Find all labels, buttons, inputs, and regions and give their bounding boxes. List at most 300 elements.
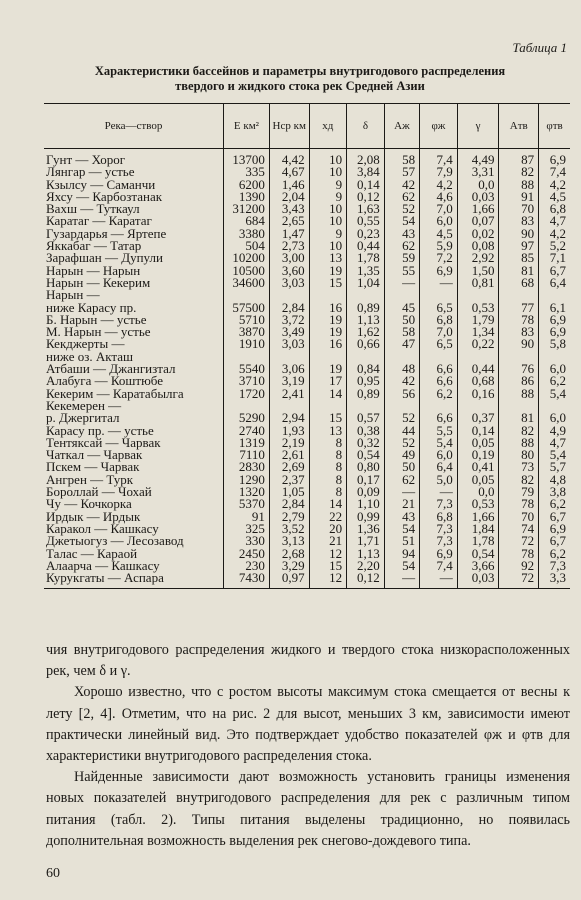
value-cell: 54	[384, 560, 419, 572]
value-cell: 14	[309, 498, 347, 510]
river-cell: Чу — Кочкорка	[46, 496, 132, 512]
river-cell: Алаарча — Кашкасу	[46, 557, 160, 573]
header-cell: φж	[420, 104, 458, 149]
value-cell: 43	[384, 228, 419, 240]
value-cell: 52	[384, 412, 419, 424]
value-cell: 88	[499, 388, 539, 400]
header-cell: Aж	[384, 104, 419, 149]
value-cell: 48	[384, 363, 419, 375]
value-cell: 6,9	[420, 265, 458, 277]
value-cell: 504	[224, 240, 270, 252]
value-cell: 0,0	[457, 179, 499, 191]
value-cell: 6,5	[420, 338, 458, 350]
value-cell: 0,07	[457, 215, 499, 227]
value-cell: 0,16	[457, 388, 499, 400]
page-number: 60	[46, 866, 60, 881]
value-cell: 6,4	[539, 277, 570, 289]
value-cell: 15	[309, 277, 347, 289]
value-cell: 2,84	[269, 302, 309, 314]
value-cell: 1,63	[347, 203, 385, 215]
river-cell: Каракол — Кашкасу	[46, 520, 159, 536]
value-cell: 78	[499, 498, 539, 510]
value-cell: 1,66	[457, 203, 499, 215]
value-cell: 7,2	[420, 252, 458, 264]
value-cell: 6,2	[420, 388, 458, 400]
value-cell: 5,4	[539, 388, 570, 400]
value-cell: 8	[309, 474, 347, 486]
value-cell: 3,29	[269, 560, 309, 572]
value-cell: 1,47	[269, 228, 309, 240]
value-cell: 58	[384, 149, 419, 167]
value-cell: 0,05	[457, 474, 499, 486]
value-cell: 3,66	[457, 560, 499, 572]
value-cell: 83	[499, 215, 539, 227]
value-cell: 0,19	[457, 449, 499, 461]
value-cell: 0,09	[347, 486, 385, 498]
value-cell: 6,0	[539, 363, 570, 375]
value-cell: 4,2	[539, 228, 570, 240]
value-cell: 42	[384, 179, 419, 191]
value-cell: 2,37	[269, 474, 309, 486]
value-cell: 62	[384, 191, 419, 203]
value-cell: 0,55	[347, 215, 385, 227]
value-cell: 70	[499, 203, 539, 215]
river-cell: Яккабаг — Татар	[46, 238, 142, 254]
value-cell: 7110	[224, 449, 270, 461]
paragraph-2: Хорошо известно, что с ростом высоты максимум стока смещается от весны к лету [2, 4]. Отметим, что на рис. 2 для высот, меньших 3 км, зависимости имеют практически линейный вид. Это подтверждает удобство показателей φж и φтв для характеристики внутригодового распределения стока.	[46, 684, 570, 765]
value-cell: 3,13	[269, 535, 309, 547]
value-cell: 0,23	[347, 228, 385, 240]
value-cell: 19	[309, 363, 347, 375]
value-cell: 0,44	[347, 240, 385, 252]
value-cell: 9	[309, 228, 347, 240]
value-cell: —	[384, 277, 419, 289]
value-cell: 5,4	[539, 449, 570, 461]
value-cell: 10	[309, 203, 347, 215]
value-cell: 74	[499, 523, 539, 535]
river-cell: Чаткал — Чарвак	[46, 447, 143, 463]
value-cell: 4,42	[269, 149, 309, 167]
river-cell: Лянгар — устье	[46, 164, 135, 180]
value-cell: 2,92	[457, 252, 499, 264]
value-cell: 2,08	[347, 149, 385, 167]
value-cell: 5,5	[420, 425, 458, 437]
value-cell: 90	[499, 228, 539, 240]
value-cell: 1,78	[457, 535, 499, 547]
value-cell: 16	[309, 302, 347, 314]
river-cell: р. Джергитал	[46, 410, 120, 426]
river-cell: Бороллай — Чохай	[46, 484, 152, 500]
value-cell: 8	[309, 461, 347, 473]
value-cell: 55	[384, 265, 419, 277]
value-cell: 1,50	[457, 265, 499, 277]
value-cell: 6,9	[539, 314, 570, 326]
value-cell: 81	[499, 265, 539, 277]
river-cell: Курукгаты — Аспара	[44, 572, 224, 589]
value-cell: 0,12	[347, 572, 385, 589]
value-cell: 1390	[224, 191, 270, 203]
value-cell: 19	[309, 314, 347, 326]
value-cell: 4,49	[457, 149, 499, 167]
river-cell: Каратаг — Каратаг	[46, 213, 152, 229]
river-cell: Джетыогуз — Лесозавод	[46, 533, 184, 549]
value-cell: 2,04	[269, 191, 309, 203]
value-cell: 90	[499, 338, 539, 350]
value-cell: 0,54	[457, 548, 499, 560]
river-cell: Зарафшан — Дупули	[46, 250, 163, 266]
value-cell: 5,0	[420, 474, 458, 486]
value-cell: —	[384, 572, 419, 589]
value-cell: 4,5	[539, 191, 570, 203]
value-cell: 6,2	[539, 498, 570, 510]
value-cell: 2,41	[269, 388, 309, 400]
value-cell: 31200	[224, 203, 270, 215]
value-cell: 6,8	[539, 203, 570, 215]
value-cell: 5,2	[539, 240, 570, 252]
value-cell: 230	[224, 560, 270, 572]
header-cell: Aтв	[499, 104, 539, 149]
value-cell: 59	[384, 252, 419, 264]
value-cell: 6,7	[539, 265, 570, 277]
value-cell: 3710	[224, 375, 270, 387]
value-cell: 3,31	[457, 166, 499, 178]
value-cell: 1,78	[347, 252, 385, 264]
river-cell: Вахш — Туткаул	[46, 201, 140, 217]
value-cell: 34600	[224, 277, 270, 289]
value-cell: 1,79	[457, 314, 499, 326]
value-cell: 7,3	[420, 535, 458, 547]
value-cell: 6200	[224, 179, 270, 191]
value-cell: 2,65	[269, 215, 309, 227]
river-cell: Кзылсу — Саманчи	[46, 176, 156, 192]
value-cell: 5290	[224, 412, 270, 424]
value-cell: 1,13	[347, 314, 385, 326]
value-cell: 7,4	[539, 166, 570, 178]
value-cell: 0,53	[457, 302, 499, 314]
value-cell: 8	[309, 449, 347, 461]
table-body	[44, 149, 570, 589]
river-cell: Кекерим — Каратабылга	[46, 385, 184, 401]
value-cell: 78	[499, 314, 539, 326]
value-cell: 10	[309, 215, 347, 227]
river-cell: ниже оз. Акташ	[46, 348, 134, 364]
value-cell: 4,7	[539, 215, 570, 227]
value-cell: 6,6	[420, 363, 458, 375]
body-text	[46, 640, 570, 852]
river-cell: Алабуга — Коштюбе	[46, 373, 164, 389]
value-cell: 62	[384, 240, 419, 252]
value-cell: 0,0	[457, 486, 499, 498]
value-cell: 6,6	[420, 375, 458, 387]
value-cell: 5,4	[420, 437, 458, 449]
header-cell: E км²	[224, 104, 270, 149]
value-cell: 0,17	[347, 474, 385, 486]
river-cell: Б. Нарын — устье	[46, 311, 147, 327]
caption-line-1: Характеристики бассейнов и параметры внутригодового распределения	[94, 64, 506, 78]
value-cell: 3,03	[269, 277, 309, 289]
value-cell: 7,3	[539, 560, 570, 572]
value-cell: 1910	[224, 338, 270, 350]
value-cell: 20	[309, 523, 347, 535]
value-cell: 4,7	[539, 437, 570, 449]
value-cell: 325	[224, 523, 270, 535]
value-cell: 16	[309, 338, 347, 350]
paragraph-1: чия внутригодового распределения жидкого и твердого стока низкорасположенных рек, чем δ и γ.	[46, 642, 570, 680]
data-table	[44, 103, 570, 589]
value-cell: 0,41	[457, 461, 499, 473]
river-cell: Пскем — Чарвак	[46, 459, 140, 475]
value-cell: 6,2	[539, 375, 570, 387]
value-cell: 1,34	[457, 326, 499, 338]
value-cell: 0,03	[457, 191, 499, 203]
value-cell: 13700	[224, 149, 270, 167]
value-cell: 1,10	[347, 498, 385, 510]
value-cell: 0,84	[347, 363, 385, 375]
value-cell: 6,8	[420, 314, 458, 326]
river-cell: ниже Карасу пр.	[46, 299, 137, 315]
value-cell: 54	[384, 215, 419, 227]
value-cell: 78	[499, 548, 539, 560]
value-cell: 15	[309, 560, 347, 572]
value-cell: 0,80	[347, 461, 385, 473]
river-cell: Нарын —	[46, 287, 100, 303]
value-cell: 330	[224, 535, 270, 547]
value-cell: 77	[499, 302, 539, 314]
value-cell: 88	[499, 437, 539, 449]
value-cell: —	[420, 486, 458, 498]
value-cell: 1,05	[269, 486, 309, 498]
value-cell: 6,0	[420, 449, 458, 461]
value-cell: 0,32	[347, 437, 385, 449]
value-cell: 6,5	[420, 302, 458, 314]
value-cell: 0,22	[457, 338, 499, 350]
value-cell: 3,49	[269, 326, 309, 338]
value-cell: 0,05	[457, 437, 499, 449]
value-cell: 57500	[224, 302, 270, 314]
value-cell: 50	[384, 461, 419, 473]
value-cell: 58	[384, 326, 419, 338]
value-cell: 3870	[224, 326, 270, 338]
value-cell: 10	[309, 166, 347, 178]
value-cell: 6,8	[420, 511, 458, 523]
value-cell: 15	[309, 412, 347, 424]
value-cell: 13	[309, 425, 347, 437]
value-cell: 10	[309, 240, 347, 252]
river-cell: Гунт — Хорог	[46, 152, 126, 167]
value-cell: 4,67	[269, 166, 309, 178]
header-cell: γ	[457, 104, 499, 149]
value-cell: 1,04	[347, 277, 385, 289]
value-cell: 3,3	[539, 572, 570, 589]
value-cell: 0,38	[347, 425, 385, 437]
river-cell: М. Нарын — устье	[46, 324, 151, 340]
value-cell: 0,53	[457, 498, 499, 510]
value-cell: 7,1	[539, 252, 570, 264]
value-cell: 6,0	[420, 215, 458, 227]
value-cell: 5,7	[539, 461, 570, 473]
paragraph-3: Найденные зависимости дают возможность установить границы изменения новых показателей внутригодового распределения для рек с различным типом питания (табл. 2). Типы питания выделены традиционно, но появилась дополнительная возможность выделения рек снегово-дождевого типа.	[46, 769, 570, 849]
value-cell: 2,20	[347, 560, 385, 572]
value-cell: 10200	[224, 252, 270, 264]
value-cell: 2,94	[269, 412, 309, 424]
value-cell: 44	[384, 425, 419, 437]
value-cell: 12	[309, 548, 347, 560]
river-cell: Ирдык — Ирдык	[46, 508, 141, 524]
value-cell: 0,08	[457, 240, 499, 252]
value-cell: 7,0	[420, 203, 458, 215]
value-cell: —	[384, 486, 419, 498]
value-cell: 0,66	[347, 338, 385, 350]
value-cell: 83	[499, 326, 539, 338]
river-cell: Ангрен — Турк	[46, 471, 134, 487]
header-cell: Река—створ	[44, 104, 224, 149]
value-cell: 0,12	[347, 191, 385, 203]
value-cell: 81	[499, 412, 539, 424]
value-cell: 0,44	[457, 363, 499, 375]
value-cell: 14	[309, 388, 347, 400]
value-cell: 2740	[224, 425, 270, 437]
value-cell: 8	[309, 437, 347, 449]
value-cell: 7,4	[420, 149, 458, 167]
value-cell: 0,99	[347, 511, 385, 523]
value-cell: 72	[499, 572, 539, 589]
value-cell: 1320	[224, 486, 270, 498]
value-cell: 91	[224, 511, 270, 523]
value-cell: 2,84	[269, 498, 309, 510]
table-header-row	[44, 104, 570, 149]
value-cell: 6,7	[539, 511, 570, 523]
value-cell: 8	[309, 486, 347, 498]
value-cell: 7,0	[420, 326, 458, 338]
value-cell: 6,9	[420, 548, 458, 560]
value-cell: 49	[384, 449, 419, 461]
value-cell: 3,43	[269, 203, 309, 215]
value-cell: 80	[499, 449, 539, 461]
value-cell: 4,2	[420, 179, 458, 191]
value-cell: 0,95	[347, 375, 385, 387]
value-cell: 5370	[224, 498, 270, 510]
value-cell: 5710	[224, 314, 270, 326]
header-cell: Hср км	[269, 104, 309, 149]
value-cell: 1,13	[347, 548, 385, 560]
value-cell: 3,84	[347, 166, 385, 178]
value-cell: 1720	[224, 388, 270, 400]
river-cell: Атбаши — Джангизтал	[46, 361, 176, 377]
value-cell: 6,4	[420, 461, 458, 473]
value-cell: 3,52	[269, 523, 309, 535]
value-cell: 9	[309, 191, 347, 203]
value-cell: 12	[309, 572, 347, 589]
value-cell: 2,68	[269, 548, 309, 560]
value-cell: 3,72	[269, 314, 309, 326]
value-cell: 9	[309, 179, 347, 191]
value-cell: 72	[499, 535, 539, 547]
value-cell: 0,14	[347, 179, 385, 191]
value-cell: 7430	[224, 572, 270, 589]
value-cell: 0,89	[347, 388, 385, 400]
value-cell: 79	[499, 486, 539, 498]
value-cell: 97	[499, 240, 539, 252]
value-cell: 82	[499, 166, 539, 178]
value-cell: 13	[309, 252, 347, 264]
value-cell: 3,8	[539, 486, 570, 498]
value-cell: 335	[224, 166, 270, 178]
value-cell: 47	[384, 338, 419, 350]
value-cell: 0,37	[457, 412, 499, 424]
value-cell: 62	[384, 474, 419, 486]
value-cell: 21	[384, 498, 419, 510]
value-cell: 3380	[224, 228, 270, 240]
value-cell: 6,0	[539, 412, 570, 424]
value-cell: 4,5	[420, 228, 458, 240]
value-cell: 7,4	[420, 560, 458, 572]
value-cell: 1,71	[347, 535, 385, 547]
value-cell: 3,60	[269, 265, 309, 277]
value-cell: 0,81	[457, 277, 499, 289]
river-cell: Тентяксай — Чарвак	[46, 434, 161, 450]
value-cell: 82	[499, 474, 539, 486]
table-label: Таблица 1	[512, 40, 567, 55]
value-cell: 10500	[224, 265, 270, 277]
value-cell: 45	[384, 302, 419, 314]
river-cell: Гузардарья — Яртепе	[46, 225, 167, 241]
value-cell: 10	[309, 149, 347, 167]
value-cell: 0,03	[457, 572, 499, 589]
value-cell: 73	[499, 461, 539, 473]
value-cell: 19	[309, 326, 347, 338]
value-cell: 0,68	[457, 375, 499, 387]
value-cell: 2,61	[269, 449, 309, 461]
value-cell: 86	[499, 375, 539, 387]
value-cell: 68	[499, 277, 539, 289]
value-cell: 22	[309, 511, 347, 523]
value-cell: 94	[384, 548, 419, 560]
value-cell: 2,73	[269, 240, 309, 252]
value-cell: 2830	[224, 461, 270, 473]
river-cell: Кекемерен —	[46, 397, 122, 413]
river-cell: Талас — Караой	[46, 545, 138, 561]
value-cell: 0,54	[347, 449, 385, 461]
value-cell: 1319	[224, 437, 270, 449]
value-cell: 1,46	[269, 179, 309, 191]
value-cell: 91	[499, 191, 539, 203]
value-cell: 7,9	[420, 166, 458, 178]
value-cell: 2450	[224, 548, 270, 560]
value-cell: 70	[499, 511, 539, 523]
value-cell: 3,19	[269, 375, 309, 387]
value-cell: 51	[384, 535, 419, 547]
value-cell: 684	[224, 215, 270, 227]
river-cell: Нарын — Кекерим	[46, 274, 151, 290]
value-cell: 4,2	[539, 179, 570, 191]
value-cell: —	[420, 572, 458, 589]
value-cell: 82	[499, 425, 539, 437]
table-row	[44, 572, 570, 589]
value-cell: 85	[499, 252, 539, 264]
header-cell: φтв	[539, 104, 570, 149]
river-cell: Яхсу — Карбозтанак	[46, 188, 163, 204]
value-cell: 5540	[224, 363, 270, 375]
value-cell: 6,9	[539, 326, 570, 338]
value-cell: 0,97	[269, 572, 309, 589]
value-cell: 2,69	[269, 461, 309, 473]
value-cell: 1,93	[269, 425, 309, 437]
value-cell: 57	[384, 166, 419, 178]
value-cell: 56	[384, 388, 419, 400]
value-cell: 6,6	[420, 412, 458, 424]
value-cell: 3,03	[269, 338, 309, 350]
value-cell: 1,62	[347, 326, 385, 338]
